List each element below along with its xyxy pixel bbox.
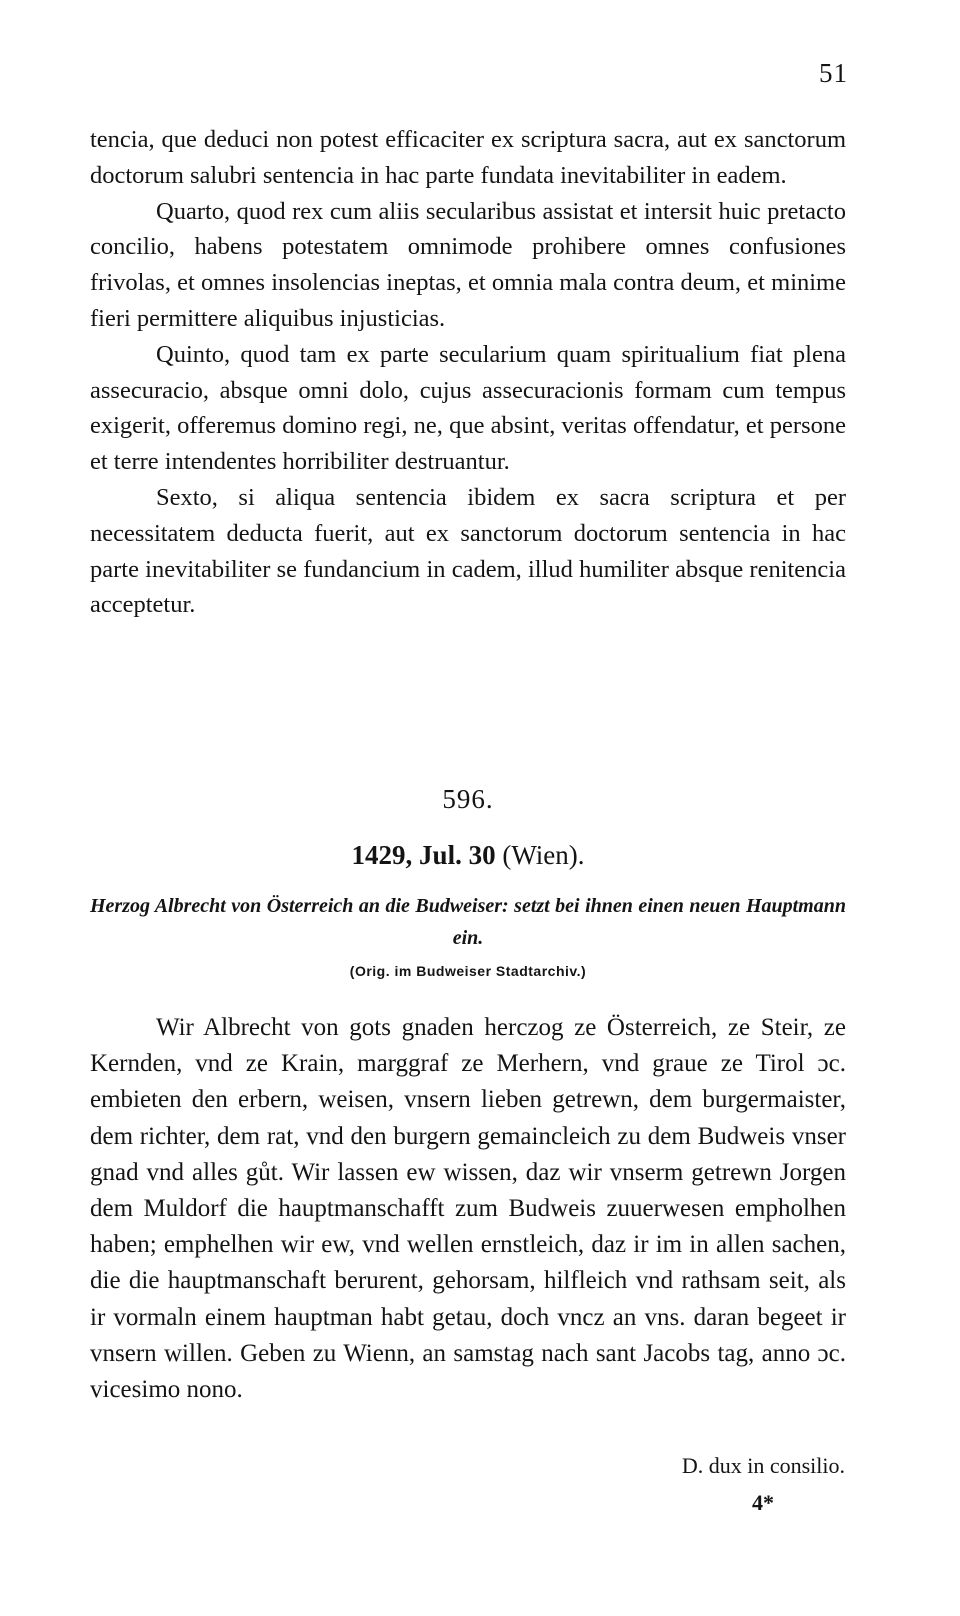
signature-mark: 4* xyxy=(752,1490,774,1515)
page-number: 51 xyxy=(819,58,848,88)
date-place: (Wien). xyxy=(502,840,585,870)
document-date xyxy=(0,840,936,871)
signature: D. dux in consilio. xyxy=(681,1453,845,1478)
charter-text xyxy=(90,1010,846,1408)
date-text: 1429, Jul. 30 xyxy=(351,840,496,870)
charter-paragraph: Wir Albrecht von gots gnaden herczog ze Österreich, ze Steir, ze Kernden, vnd ze Krain, marggraf ze Merhern, vnd graue ze Tirol ɔc. embieten den erbern, weisen, vnsern lieben getrewn, dem burgermaister, dem richter, dem rat, vnd den burgern gemaincleich zu dem Budweis vnser gnad vnd alles gůt. Wir lassen ew wissen, daz wir vnserm getrewn Jorgen dem Muldorf die hauptmanschafft zum Budweis zuuerwesen empholhen haben; emphelhen wir ew, vnd wellen ernstleich, daz ir im in allen sachen, die die hauptmanschaft berurent, gehorsam, hilfleich vnd rathsam seit, als ir vormaln einem hauptman habt getau, doch vncz an vns. daran begeet ir vnsern willen. Geben zu Wienn, an samstag nach sant Jacobs tag, anno ɔc. vicesimo nono. xyxy=(90,1014,846,1404)
continuation-text xyxy=(90,122,846,623)
regest: Herzog Albrecht von Österreich an die Budweiser: setzt bei ihnen einen neuen Hauptmann ein. xyxy=(90,895,846,949)
paragraph-sexto: Sexto, si aliqua sentencia ibidem ex sacra scriptura et per necessitatem deducta fuerit, aut ex sanctorum doctorum sentencia in hac parte inevitabiliter se fundancium in cadem, illud humiliter absque renitencia acceptetur. xyxy=(90,483,846,619)
document-number: 596. xyxy=(442,784,494,814)
source-note: (Orig. im Budweiser Stadtarchiv.) xyxy=(349,963,587,979)
paragraph-continued: tencia, que deduci non potest efficaciter ex scriptura sacra, aut ex sanctorum doctorum salubri sentencia in hac parte fundata inevitabiliter in eadem. xyxy=(90,126,846,189)
paragraph-quinto: Quinto, quod tam ex parte secularium quam spiritualium fiat plena assecuracio, absque omni dolo, cujus assecuracionis formam cum tempus exigerit, offeremus domino regi, ne, que absint, veritas offendatur, et persone et terre intendentes horribiliter destruantur. xyxy=(90,340,846,476)
paragraph-quarto: Quarto, quod rex cum aliis secularibus assistat et intersit huic pretacto concilio, habens potestatem omnimode prohibere omnes confusiones frivolas, et omnes insolencias ineptas, et omnia mala contra deum, et minime fieri permittere aliquibus injusticias. xyxy=(90,197,846,332)
